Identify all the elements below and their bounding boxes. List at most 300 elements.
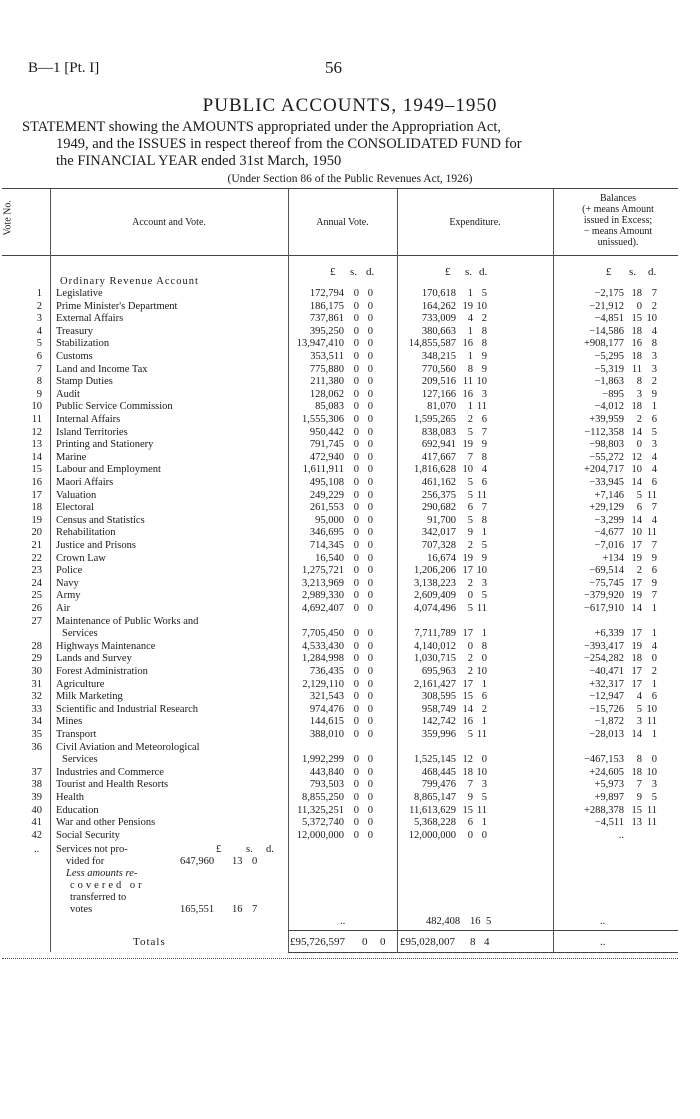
balance-pounds: −75,745 xyxy=(589,577,624,589)
header-bottom-rule xyxy=(2,255,678,256)
annual-vote-pence: 0 xyxy=(367,829,373,841)
totals-top-rule xyxy=(288,930,678,931)
recovered-amount-d: 7 xyxy=(252,904,258,916)
account-name: Forest Administration xyxy=(56,666,148,677)
account-name: Justice and Prisons xyxy=(56,540,136,551)
table-row xyxy=(0,578,700,590)
expenditure-pounds: 1,816,628 xyxy=(414,464,456,476)
balance-pounds: −617,910 xyxy=(583,603,624,614)
expenditure-pence: 2 xyxy=(481,703,487,715)
expenditure-shillings: 9 xyxy=(467,792,473,803)
vote-number: 25 xyxy=(31,590,42,602)
vote-number: 40 xyxy=(31,804,42,816)
table-row xyxy=(0,427,700,439)
annual-vote-pence: 0 xyxy=(367,779,373,791)
expenditure-shillings: 14 xyxy=(462,703,473,715)
vote-number: 42 xyxy=(31,829,42,841)
totals-label: Totals xyxy=(133,936,166,949)
vote-number: 38 xyxy=(31,779,42,791)
balance-pence: 6 xyxy=(651,414,657,425)
annual-vote-pence: 0 xyxy=(367,640,373,652)
expenditure-shillings: 5 xyxy=(467,729,473,740)
expenditure-pounds: 209,516 xyxy=(421,376,456,388)
expenditure-pounds: 4,074,496 xyxy=(414,603,456,614)
table-row xyxy=(0,805,700,817)
column-header-annual-vote: Annual Vote. xyxy=(316,217,369,228)
expenditure-shillings: 2 xyxy=(467,653,473,665)
expenditure-pence: 2 xyxy=(481,313,487,325)
balance-shillings: 19 xyxy=(631,552,642,564)
expenditure-pence: 11 xyxy=(476,489,487,501)
annual-vote-pounds: 95,000 xyxy=(315,514,344,526)
vote-number: 19 xyxy=(31,514,42,526)
balance-shillings: 19 xyxy=(631,590,642,602)
balance-pence: 3 xyxy=(651,363,657,375)
table-row xyxy=(0,742,700,754)
expenditure-pounds: 468,445 xyxy=(421,766,456,778)
balance-shillings: 17 xyxy=(631,628,642,640)
annual-vote-shillings: 0 xyxy=(353,640,359,652)
table-row xyxy=(0,515,700,527)
annual-vote-pence: 0 xyxy=(367,804,373,816)
annual-vote-pence: 0 xyxy=(367,502,373,514)
expenditure-pounds: 342,017 xyxy=(421,527,456,539)
table-row xyxy=(0,502,700,514)
table-row xyxy=(0,590,700,602)
vote-number: 30 xyxy=(31,666,42,677)
annual-vote-shillings: 0 xyxy=(353,540,359,551)
annual-vote-pence: 0 xyxy=(367,351,373,362)
expenditure-pounds: 308,595 xyxy=(421,691,456,703)
annual-vote-pounds: 4,692,407 xyxy=(302,603,344,614)
expenditure-shillings: 10 xyxy=(462,464,473,476)
table-row xyxy=(0,691,700,703)
annual-vote-pounds: 714,345 xyxy=(309,540,344,551)
annual-vote-shillings: 0 xyxy=(353,477,359,488)
account-name: Army xyxy=(56,590,81,602)
expenditure-shillings: 1 xyxy=(467,351,473,362)
table-row xyxy=(0,288,700,300)
table-row xyxy=(0,351,700,363)
balance-shillings: 13 xyxy=(631,817,642,829)
account-name: Education xyxy=(56,804,99,816)
annual-vote-shillings: 0 xyxy=(353,565,359,577)
balance-pounds: −112,358 xyxy=(584,426,624,438)
vote-number: 28 xyxy=(31,640,42,652)
balance-shillings: 6 xyxy=(636,502,642,514)
table-row xyxy=(0,326,700,338)
expenditure-pence: 10 xyxy=(476,300,487,312)
vote-number: 2 xyxy=(36,300,42,312)
expenditure-pounds: 16,674 xyxy=(427,552,456,564)
balance-shillings: 18 xyxy=(631,288,642,299)
account-name: Treasury xyxy=(56,325,93,337)
total-annual-vote: £95,726,597 xyxy=(290,936,345,949)
balance-pence: 7 xyxy=(651,502,657,514)
balance-pounds: −3,299 xyxy=(594,514,624,526)
expenditure-pence: 8 xyxy=(481,325,487,337)
expenditure-shillings: 16 xyxy=(462,716,473,728)
balance-pounds: −33,945 xyxy=(589,477,624,488)
table-row xyxy=(0,641,700,653)
expenditure-pounds: 380,663 xyxy=(421,325,456,337)
expenditure-shillings: 15 xyxy=(462,691,473,703)
expenditure-pounds: 256,375 xyxy=(421,489,456,501)
balance-pence: 10 xyxy=(646,703,657,715)
annual-vote-pence: 0 xyxy=(367,729,373,740)
table-row xyxy=(0,603,700,615)
annual-vote-shillings: 0 xyxy=(353,678,359,690)
vote-number: 21 xyxy=(31,540,42,551)
annual-vote-pence: 0 xyxy=(367,678,373,690)
annual-vote-pounds: 13,947,410 xyxy=(296,338,344,350)
balance-pence: 4 xyxy=(651,640,657,652)
vote-number: 10 xyxy=(31,401,42,413)
document-title: PUBLIC ACCOUNTS, 1949–1950 xyxy=(202,95,498,116)
balance-shillings: 4 xyxy=(636,691,642,703)
annual-vote-pounds: 1,284,998 xyxy=(302,653,344,665)
vote-number: 34 xyxy=(31,716,42,728)
services-amount-s: 13 xyxy=(232,856,243,868)
vote-number: 18 xyxy=(31,502,42,514)
annual-vote-shillings: 0 xyxy=(353,388,359,400)
services-label: Services not pro- xyxy=(56,844,128,856)
vote-number: 14 xyxy=(31,451,42,463)
annual-vote-shillings: 0 xyxy=(353,628,359,640)
annual-vote-pence: 0 xyxy=(367,514,373,526)
annual-vote-pence: 0 xyxy=(367,754,373,766)
annual-vote-shillings: 0 xyxy=(353,300,359,312)
expenditure-pence: 0 xyxy=(481,653,487,665)
balance-pounds: +908,177 xyxy=(583,338,624,350)
balance-pounds: −379,920 xyxy=(583,590,624,602)
expenditure-shillings: 15 xyxy=(462,804,473,816)
unit-shillings: s. xyxy=(629,266,637,278)
expenditure-pounds: 170,618 xyxy=(421,288,456,299)
annual-vote-shillings: 0 xyxy=(353,363,359,375)
expenditure-pounds: 770,560 xyxy=(421,363,456,375)
annual-vote-pounds: 395,250 xyxy=(309,325,344,337)
annual-vote-pence: 0 xyxy=(367,552,373,564)
balance-shillings: 14 xyxy=(631,729,642,740)
expenditure-pence: 5 xyxy=(481,590,487,602)
total-annual-vote-s: 0 xyxy=(362,936,368,949)
balance-shillings: 16 xyxy=(631,338,642,350)
vote-number: 31 xyxy=(31,678,42,690)
expenditure-pence: 5 xyxy=(481,792,487,803)
expenditure-pounds: 142,742 xyxy=(421,716,456,728)
balance-pence: 1 xyxy=(651,678,657,690)
annual-vote-pence: 0 xyxy=(367,464,373,476)
services-expenditure: 482,408 xyxy=(426,916,461,928)
totals-bottom-rule xyxy=(288,952,678,953)
table-bottom-rule xyxy=(2,958,678,959)
table-row xyxy=(0,729,700,741)
total-balance: .. xyxy=(600,936,606,949)
balance-pounds: −5,319 xyxy=(594,363,624,375)
balance-pounds: −4,677 xyxy=(594,527,624,539)
expenditure-pence: 4 xyxy=(481,464,487,476)
annual-vote-shillings: 0 xyxy=(353,754,359,766)
vote-number: 39 xyxy=(31,792,42,803)
annual-vote-shillings: 0 xyxy=(353,338,359,350)
balance-pence: 5 xyxy=(651,792,657,803)
vote-number: .. xyxy=(34,844,40,856)
balance-shillings: 7 xyxy=(636,779,642,791)
account-name: Industries and Commerce xyxy=(56,766,164,778)
annual-vote-pence: 0 xyxy=(367,666,373,677)
balance-shillings: 8 xyxy=(636,376,642,388)
services-amount: 647,960 xyxy=(180,856,215,868)
expenditure-pence: 9 xyxy=(481,439,487,451)
annual-vote-pence: 0 xyxy=(367,653,373,665)
table-row xyxy=(0,477,700,489)
expenditure-pence: 1 xyxy=(481,716,487,728)
balance-pounds: −28,013 xyxy=(589,729,624,740)
expenditure-shillings: 16 xyxy=(462,388,473,400)
annual-vote-shillings: 0 xyxy=(353,590,359,602)
balance-pence: 11 xyxy=(646,716,657,728)
vote-number: 8 xyxy=(36,376,42,388)
account-name: Tourist and Health Resorts xyxy=(56,779,169,791)
vote-number: 3 xyxy=(36,313,42,325)
less-label: covered or xyxy=(70,880,145,892)
annual-vote-pounds: 974,476 xyxy=(309,703,344,715)
annual-vote-pence: 0 xyxy=(367,590,373,602)
annual-vote-pence: 0 xyxy=(367,766,373,778)
balance-pounds: +204,717 xyxy=(583,464,624,476)
balance-pounds: −5,295 xyxy=(594,351,624,362)
annual-vote-pence: 0 xyxy=(367,325,373,337)
account-name: Agriculture xyxy=(56,678,105,690)
expenditure-shillings: 1 xyxy=(467,325,473,337)
expenditure-shillings: 17 xyxy=(462,565,473,577)
expenditure-pounds: 127,166 xyxy=(421,388,456,400)
account-name: Island Territories xyxy=(56,426,128,438)
expenditure-pence: 10 xyxy=(476,666,487,677)
table-row xyxy=(0,653,700,665)
account-name: Audit xyxy=(56,388,80,400)
account-name: Maori Affairs xyxy=(56,477,114,488)
balance-pounds: −1,872 xyxy=(594,716,624,728)
annual-vote-shillings: 0 xyxy=(353,603,359,614)
expenditure-pence: 5 xyxy=(481,540,487,551)
account-name: Public Service Commission xyxy=(56,401,173,413)
vote-number: 35 xyxy=(31,729,42,740)
annual-vote-pence: 0 xyxy=(367,565,373,577)
account-name: External Affairs xyxy=(56,313,124,325)
expenditure-shillings: 1 xyxy=(467,401,473,413)
table-row xyxy=(0,779,700,791)
annual-vote-pounds: 12,000,000 xyxy=(296,829,344,841)
expenditure-shillings: 5 xyxy=(467,603,473,614)
table-row xyxy=(0,792,700,804)
annual-vote-shillings: 0 xyxy=(353,691,359,703)
total-expenditure: £95,028,007 xyxy=(400,936,455,949)
balance-pence: 9 xyxy=(651,388,657,400)
expenditure-pounds: 348,215 xyxy=(421,351,456,362)
annual-vote-shillings: 0 xyxy=(353,464,359,476)
annual-vote-pence: 0 xyxy=(367,540,373,551)
expenditure-pence: 8 xyxy=(481,514,487,526)
balance-pence: 4 xyxy=(651,514,657,526)
annual-vote-pounds: 8,855,250 xyxy=(302,792,344,803)
annual-vote-pence: 0 xyxy=(367,489,373,501)
annual-vote-pounds: 2,129,110 xyxy=(302,678,344,690)
table-top-rule xyxy=(2,188,678,189)
table-row xyxy=(0,401,700,413)
unit-pence: d. xyxy=(648,266,657,278)
balance-pounds: −1,863 xyxy=(594,376,624,388)
balance-pence: 11 xyxy=(646,804,657,816)
expenditure-pence: 1 xyxy=(481,678,487,690)
unit-pence: d. xyxy=(366,266,375,278)
expenditure-pence: 10 xyxy=(476,376,487,388)
balance-pounds: −895 xyxy=(602,388,624,400)
vote-number: 15 xyxy=(31,464,42,476)
table-row xyxy=(0,767,700,779)
annual-vote-shillings: 0 xyxy=(353,376,359,388)
balance-pence: 5 xyxy=(651,426,657,438)
expenditure-pounds: 417,667 xyxy=(421,451,456,463)
annual-vote-shillings: 0 xyxy=(353,792,359,803)
statement-line-1: STATEMENT showing the AMOUNTS appropriated under the Appropriation Act, xyxy=(22,119,502,135)
statement-line-3: the FINANCIAL YEAR ended 31st March, 1950 xyxy=(56,153,342,169)
balance-pounds: −15,726 xyxy=(589,703,624,715)
annual-vote-pounds: 793,503 xyxy=(309,779,344,791)
vote-number: 37 xyxy=(31,766,42,778)
expenditure-shillings: 12 xyxy=(462,754,473,766)
annual-vote-shillings: 0 xyxy=(353,653,359,665)
vote-number: 4 xyxy=(36,325,42,337)
expenditure-pence: 6 xyxy=(481,477,487,488)
unit-pounds: £ xyxy=(606,266,612,278)
vote-number: 27 xyxy=(31,615,42,627)
balance-pence: 6 xyxy=(651,691,657,703)
annual-vote-shillings: 0 xyxy=(353,451,359,463)
vote-number: 29 xyxy=(31,653,42,665)
unit-pounds: £ xyxy=(330,266,336,278)
annual-vote-pounds: 249,229 xyxy=(309,489,344,501)
expenditure-pence: 11 xyxy=(476,401,487,413)
less-label: votes xyxy=(70,904,93,916)
annual-vote-shillings: 0 xyxy=(353,489,359,501)
annual-vote-shillings: 0 xyxy=(353,804,359,816)
vote-number: 11 xyxy=(31,414,42,425)
account-name: Marine xyxy=(56,451,87,463)
expenditure-pounds: 4,140,012 xyxy=(414,640,456,652)
balance-pence: 8 xyxy=(651,338,657,350)
annual-vote-pence: 0 xyxy=(367,338,373,350)
less-label: transferred to xyxy=(70,892,127,904)
expenditure-pounds: 461,162 xyxy=(421,477,456,488)
annual-vote-pounds: 388,010 xyxy=(309,729,344,740)
balance-shillings: 10 xyxy=(631,464,642,476)
annual-vote-pence: 0 xyxy=(367,628,373,640)
table-row xyxy=(0,389,700,401)
account-name: Navy xyxy=(56,577,79,589)
expenditure-pence: 9 xyxy=(481,363,487,375)
annual-vote-shillings: 0 xyxy=(353,552,359,564)
expenditure-pence: 9 xyxy=(481,552,487,564)
balance-pounds: −7,016 xyxy=(594,540,624,551)
account-name: Mines xyxy=(56,716,83,728)
expenditure-pounds: 91,700 xyxy=(427,514,456,526)
account-name: Census and Statistics xyxy=(56,514,145,526)
annual-vote-shillings: 0 xyxy=(353,426,359,438)
services-expenditure-s: 16 xyxy=(470,916,481,928)
annual-vote-pence: 0 xyxy=(367,300,373,312)
vote-number: 36 xyxy=(31,741,42,753)
expenditure-pence: 3 xyxy=(481,577,487,589)
balance-shillings: 17 xyxy=(631,678,642,690)
expenditure-pounds: 12,000,000 xyxy=(408,829,456,841)
expenditure-pounds: 1,030,715 xyxy=(414,653,456,665)
services-amount-d: 0 xyxy=(252,856,258,868)
balance-pounds: −12,947 xyxy=(589,691,624,703)
annual-vote-shillings: 0 xyxy=(353,703,359,715)
annual-vote-pounds: 211,380 xyxy=(310,376,344,388)
annual-vote-pence: 0 xyxy=(367,376,373,388)
recovered-amount: 165,551 xyxy=(180,904,215,916)
annual-vote-pence: 0 xyxy=(367,703,373,715)
table-row xyxy=(0,565,700,577)
expenditure-pence: 6 xyxy=(481,691,487,703)
balance-shillings: 15 xyxy=(631,804,642,816)
table-row xyxy=(0,830,700,842)
annual-vote-pounds: 353,511 xyxy=(310,351,344,362)
vote-number: 20 xyxy=(31,527,42,539)
annual-vote-pence: 0 xyxy=(367,313,373,325)
expenditure-shillings: 2 xyxy=(467,666,473,677)
annual-vote-pence: 0 xyxy=(367,527,373,539)
unit-pounds: £ xyxy=(445,266,451,278)
total-expenditure-d: 4 xyxy=(484,936,490,949)
annual-vote-pounds: 736,435 xyxy=(309,666,344,677)
account-name: Internal Affairs xyxy=(56,414,121,425)
annual-vote-pounds: 1,992,299 xyxy=(302,754,344,766)
vote-number: 5 xyxy=(36,338,42,350)
expenditure-shillings: 0 xyxy=(467,829,473,841)
column-header-balances: Balances (+ means Amount issued in Excess; − means Amount unissued). xyxy=(582,193,654,248)
unit-pence: d. xyxy=(266,844,274,856)
expenditure-pence: 10 xyxy=(476,565,487,577)
annual-vote-pounds: 950,442 xyxy=(309,426,344,438)
column-header-account: Account and Vote. xyxy=(132,217,206,228)
annual-vote-pounds: 144,615 xyxy=(309,716,344,728)
balance-shillings: 19 xyxy=(631,640,642,652)
balance-pounds: +39,959 xyxy=(589,414,624,425)
account-name: Land and Income Tax xyxy=(56,363,148,375)
table-row xyxy=(0,666,700,678)
expenditure-shillings: 4 xyxy=(467,313,473,325)
services-line xyxy=(56,868,696,880)
balance-pounds: −4,511 xyxy=(594,817,624,829)
vote-number: 9 xyxy=(36,388,42,400)
balance-pence: 1 xyxy=(651,603,657,614)
expenditure-pounds: 81,070 xyxy=(427,401,456,413)
account-name-continued: Services xyxy=(62,754,98,766)
account-name: Milk Marketing xyxy=(56,691,123,703)
table-row xyxy=(0,376,700,388)
expenditure-shillings: 5 xyxy=(467,426,473,438)
expenditure-shillings: 2 xyxy=(467,577,473,589)
expenditure-pence: 8 xyxy=(481,338,487,350)
balance-pounds: +288,378 xyxy=(583,804,624,816)
expenditure-pounds: 14,855,587 xyxy=(408,338,456,350)
annual-vote-pounds: 2,989,330 xyxy=(302,590,344,602)
expenditure-pence: 1 xyxy=(481,527,487,539)
